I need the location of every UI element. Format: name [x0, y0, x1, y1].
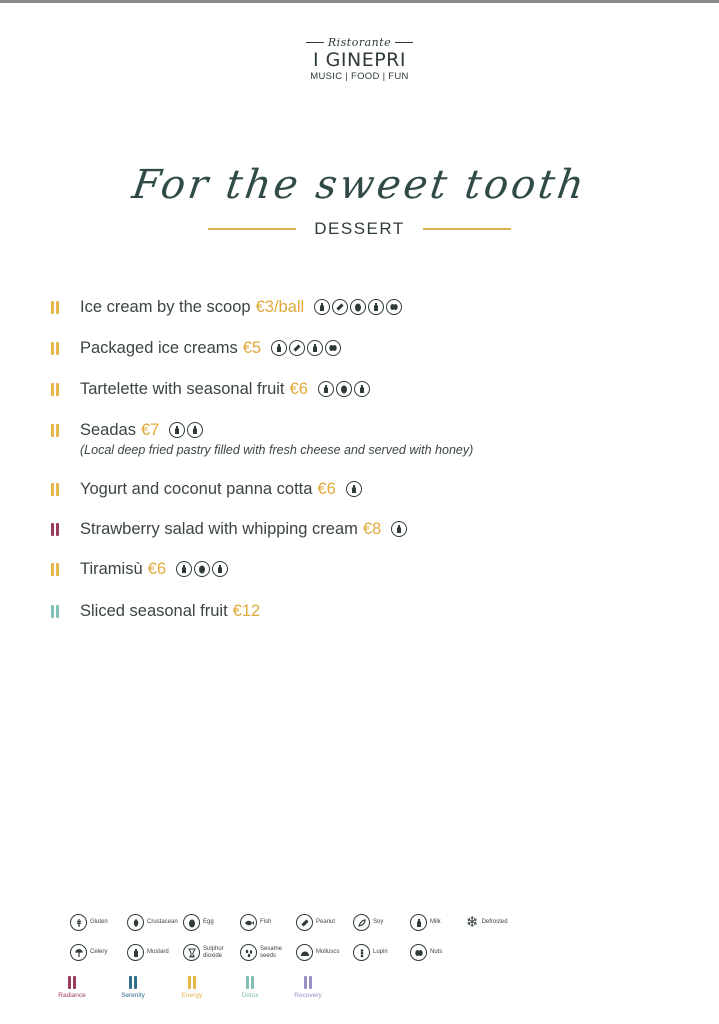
legend-label: Nuts — [430, 949, 443, 955]
milk-icon — [187, 422, 203, 438]
milk-icon — [346, 481, 362, 497]
snowflake-icon: ❄ — [466, 913, 479, 931]
top-border — [0, 0, 719, 3]
allergen-icons — [346, 481, 362, 497]
legend-label: Soy — [373, 919, 384, 925]
category-marker — [187, 976, 197, 989]
milk-icon — [354, 381, 370, 397]
category-marker — [245, 976, 255, 989]
logo-line-right — [395, 42, 413, 43]
item-name: Strawberry salad with whipping cream — [80, 519, 358, 538]
legend-row-2 — [70, 944, 670, 964]
sesame-icon — [240, 944, 257, 961]
legend-row-1 — [70, 914, 670, 934]
fish-icon — [240, 914, 257, 931]
category-marker — [50, 424, 60, 437]
category-legend-item — [288, 976, 328, 999]
category-marker — [50, 523, 60, 536]
category-marker — [303, 976, 313, 989]
milk-icon — [212, 561, 228, 577]
category-marker — [50, 342, 60, 355]
page-title: For the sweet tooth — [129, 162, 590, 208]
category-marker — [50, 301, 60, 314]
category-legend-item — [172, 976, 212, 999]
item-name: Seadas — [80, 420, 136, 439]
logo-name: I GINEPRI — [313, 49, 406, 71]
allergen-icons — [318, 381, 370, 397]
divider-right — [423, 228, 511, 230]
legend-label: Milk — [430, 919, 441, 925]
milk-icon — [410, 914, 427, 931]
category-label: Serenity — [121, 992, 145, 999]
milk-icon — [169, 422, 185, 438]
category-label: Radiance — [58, 992, 86, 999]
legend-item — [127, 944, 169, 961]
milk-icon — [314, 299, 330, 315]
egg-icon — [194, 561, 210, 577]
legend-label: Mustard — [147, 949, 169, 955]
section-subtitle: DESSERT — [314, 219, 405, 238]
legend-item — [296, 944, 339, 961]
category-marker — [50, 483, 60, 496]
lupin-icon — [353, 944, 370, 961]
legend-label: Defrosted — [481, 919, 508, 925]
celery-icon — [70, 944, 87, 961]
legend-item — [240, 914, 271, 931]
legend-label: Egg — [203, 919, 214, 925]
menu-item — [50, 557, 690, 581]
category-label: Detox — [241, 992, 259, 999]
category-legend — [52, 976, 452, 1000]
category-legend-item — [52, 976, 92, 999]
allergen-icons — [314, 299, 402, 315]
legend-item — [410, 914, 441, 931]
gluten-icon — [70, 914, 87, 931]
legend-item — [353, 944, 388, 961]
item-price: €5 — [242, 338, 262, 357]
item-price: €12 — [232, 601, 261, 620]
menu-item — [50, 336, 690, 360]
egg-icon — [350, 299, 366, 315]
category-marker — [128, 976, 138, 989]
milk-icon — [307, 340, 323, 356]
milk-icon — [368, 299, 384, 315]
allergen-icons — [271, 340, 341, 356]
item-name: Yogurt and coconut panna cotta — [80, 479, 313, 498]
category-label: Recovery — [294, 992, 322, 999]
divider-left — [208, 228, 296, 230]
logo-script-row — [0, 36, 719, 49]
legend-label: Molluscs — [316, 949, 340, 955]
menu-item — [50, 517, 690, 541]
egg-icon — [183, 914, 200, 931]
subtitle-row — [0, 219, 719, 239]
category-legend-item — [230, 976, 270, 999]
peanut-icon — [289, 340, 305, 356]
legend-item — [127, 914, 178, 931]
legend-item — [353, 914, 383, 931]
category-legend-item — [113, 976, 153, 999]
milk-icon — [391, 521, 407, 537]
legend-item — [183, 944, 227, 961]
item-price: €7 — [140, 420, 160, 439]
menu-item — [50, 599, 690, 623]
item-price: €3/ball — [255, 297, 305, 316]
mustard-icon — [127, 944, 144, 961]
item-name: Tartelette with seasonal fruit — [80, 379, 285, 398]
peanut-icon — [296, 914, 313, 931]
item-name: Tiramisù — [80, 559, 143, 578]
milk-icon — [271, 340, 287, 356]
milk-icon — [318, 381, 334, 397]
legend-label: Sesame seeds — [260, 945, 283, 959]
category-label: Energy — [181, 992, 203, 999]
sulphur-icon — [183, 944, 200, 961]
allergen-icons — [169, 422, 203, 438]
legend-label: Gluten — [90, 919, 108, 925]
category-marker — [67, 976, 77, 989]
menu-item — [50, 418, 690, 457]
legend-item — [410, 944, 442, 961]
category-marker — [50, 605, 60, 618]
legend-label: Sulphur dioxide — [203, 945, 224, 959]
legend-item — [70, 914, 108, 931]
category-marker — [50, 563, 60, 576]
item-price: €6 — [317, 479, 336, 498]
legend-label: Fish — [260, 919, 272, 925]
item-price: €6 — [289, 379, 308, 398]
allergen-icons — [176, 561, 228, 577]
legend-label: Celery — [90, 949, 108, 955]
logo-script: Ristorante — [327, 36, 392, 49]
item-price: €6 — [147, 559, 166, 578]
legend-item — [296, 914, 335, 931]
logo-tagline: MUSIC | FOOD | FUN — [310, 71, 409, 82]
nuts-icon — [325, 340, 341, 356]
nuts-icon — [386, 299, 402, 315]
item-price: €8 — [362, 519, 382, 538]
legend-label: Peanut — [316, 919, 336, 925]
legend-item — [70, 944, 107, 961]
egg-icon — [336, 381, 352, 397]
nuts-icon — [410, 944, 427, 961]
milk-icon — [176, 561, 192, 577]
menu-item — [50, 477, 690, 501]
restaurant-logo — [0, 36, 719, 82]
category-marker — [50, 383, 60, 396]
allergen-icons — [391, 521, 407, 537]
item-description: (Local deep fried pastry filled with fresh cheese and served with honey) — [80, 443, 474, 457]
menu-item — [50, 377, 690, 401]
legend-label: Crustacean — [147, 919, 178, 925]
peanut-icon — [332, 299, 348, 315]
legend-label: Lupin — [373, 949, 388, 955]
item-name: Sliced seasonal fruit — [80, 601, 228, 620]
legend-item — [466, 914, 508, 931]
menu-item — [50, 295, 690, 319]
molluscs-icon — [296, 944, 313, 961]
item-name: Packaged ice creams — [80, 338, 238, 357]
crustacean-icon — [127, 914, 144, 931]
soy-icon — [353, 914, 370, 931]
item-name: Ice cream by the scoop — [80, 297, 251, 316]
legend-item — [240, 944, 284, 961]
logo-line-left — [306, 42, 324, 43]
legend-item — [183, 914, 214, 931]
